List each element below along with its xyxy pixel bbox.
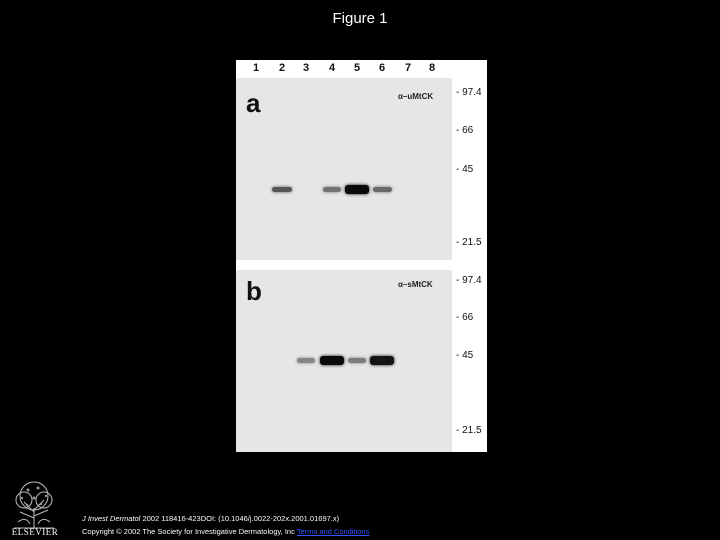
journal-name: J Invest Dermatol xyxy=(82,514,141,523)
protein-band xyxy=(348,358,366,363)
copyright-text: Copyright © 2002 The Society for Investigative Dermatology, Inc xyxy=(82,527,297,536)
marker-label: - 66 xyxy=(456,125,474,136)
protein-band xyxy=(320,356,344,365)
protein-band xyxy=(272,187,292,192)
publisher-logo-text: ELSEVIER xyxy=(11,527,59,537)
copyright-line xyxy=(82,525,369,538)
lane-number: 1 xyxy=(252,62,260,74)
lane-number: 5 xyxy=(353,62,361,74)
molecular-weight-markers xyxy=(454,60,487,452)
marker-label: - 97.4 xyxy=(456,87,482,98)
lane-number: 6 xyxy=(378,62,386,74)
panel-letter: b xyxy=(246,276,262,306)
lane-number: 2 xyxy=(278,62,286,74)
marker-label: - 45 xyxy=(456,164,474,175)
panel-letter: a xyxy=(246,88,261,118)
citation-footer xyxy=(82,512,369,538)
elsevier-tree-icon xyxy=(8,478,60,534)
antibody-label: α–sMtCK xyxy=(398,280,433,289)
lane-number-row xyxy=(236,62,452,78)
lane-number: 4 xyxy=(328,62,336,74)
lane-number: 3 xyxy=(302,62,310,74)
page-title: Figure 1 xyxy=(332,10,388,27)
protein-band xyxy=(370,356,394,365)
blot-panel-a xyxy=(236,78,452,260)
marker-label: - 97.4 xyxy=(456,275,482,286)
marker-label: - 45 xyxy=(456,350,474,361)
citation-line xyxy=(82,512,369,525)
marker-label: - 21.5 xyxy=(456,425,482,436)
protein-band xyxy=(373,187,392,192)
western-blot-figure xyxy=(236,60,487,452)
protein-band xyxy=(323,187,342,192)
antibody-label: α–uMtCK xyxy=(398,92,434,101)
lane-number: 7 xyxy=(404,62,412,74)
marker-label: - 66 xyxy=(456,312,474,323)
lane-number: 8 xyxy=(428,62,436,74)
terms-link[interactable]: Terms and Conditions xyxy=(296,527,370,536)
protein-band xyxy=(345,185,369,194)
blot-panel-b xyxy=(236,270,452,452)
citation-details: 2002 118416-423DOI: (10.1046/j.0022-202x.2001.01697.x) xyxy=(140,514,340,523)
protein-band xyxy=(297,358,315,363)
marker-label: - 21.5 xyxy=(456,237,482,248)
